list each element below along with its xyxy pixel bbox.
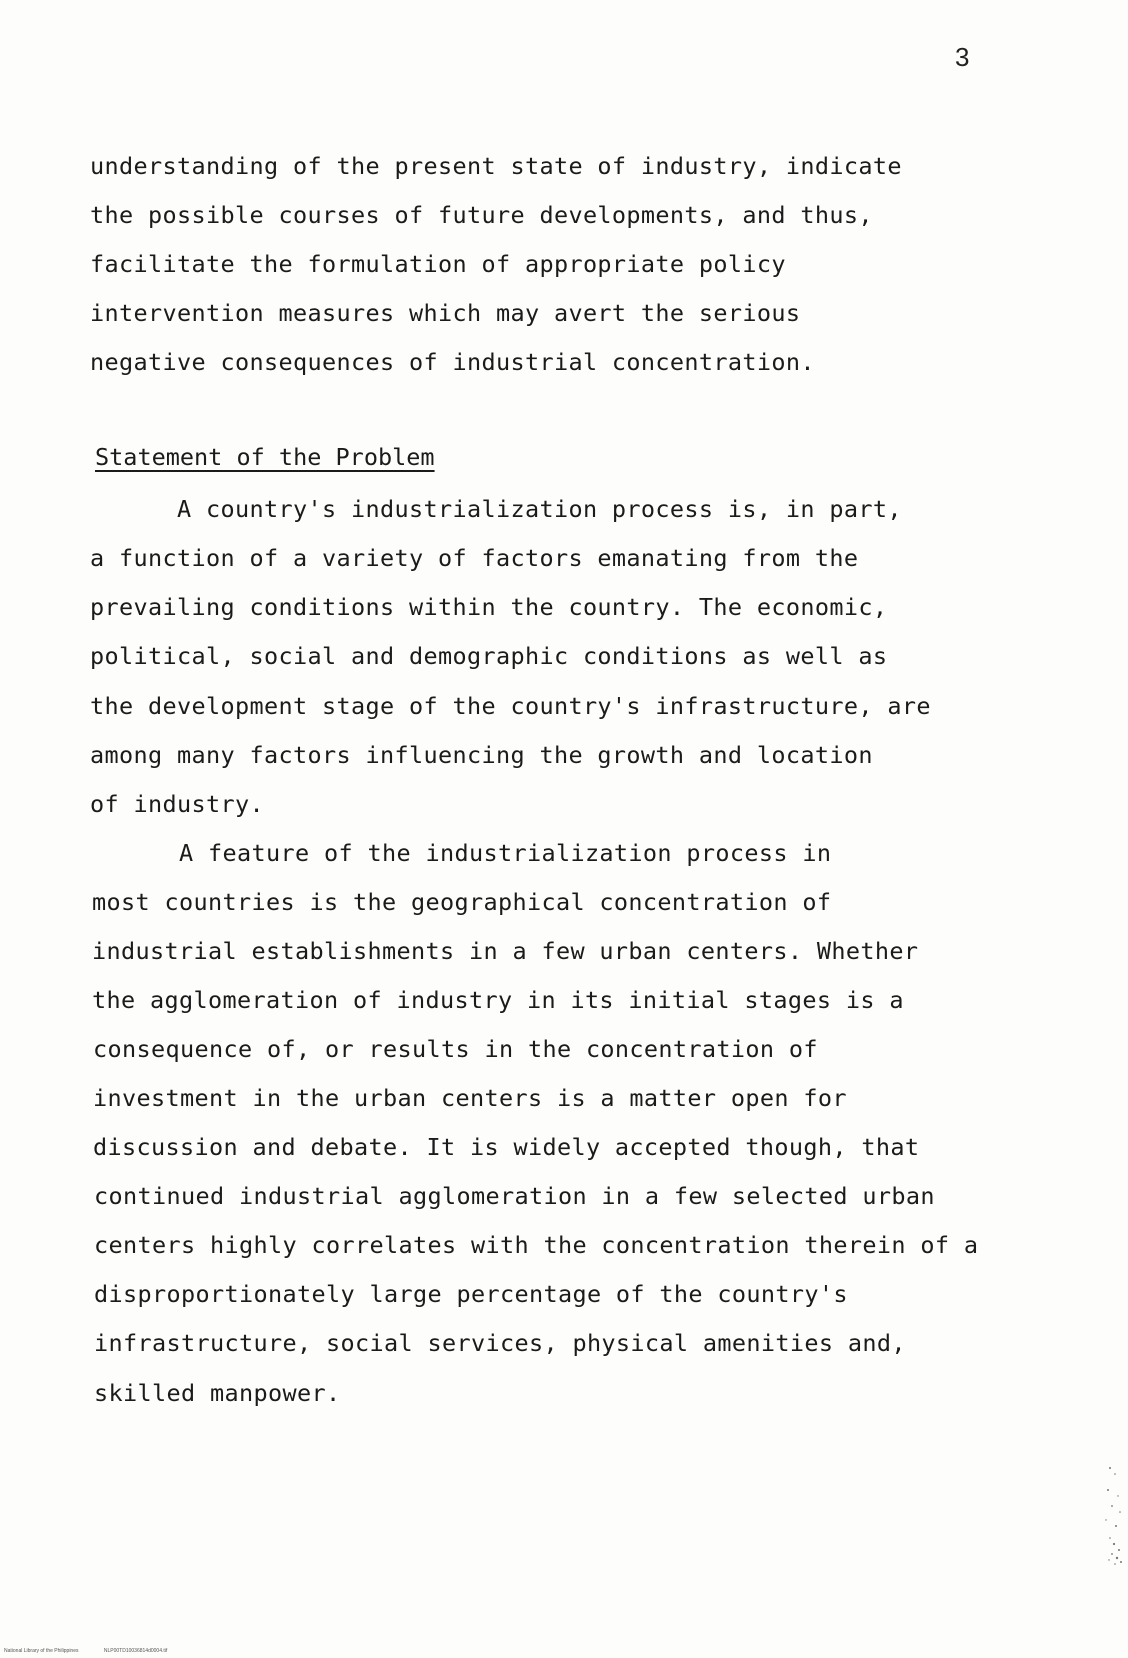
paragraph-line: of industry.: [90, 790, 264, 818]
paragraph-line: the development stage of the country's infrastructure, are: [90, 692, 931, 720]
paragraph-line: discussion and debate. It is widely accepted though, that: [93, 1133, 920, 1161]
paragraph-line: A country's industrialization process is, in part,: [90, 495, 902, 523]
paragraph-line: continued industrial agglomeration in a few selected urban: [94, 1182, 935, 1210]
paragraph-line: industrial establishments in a few urban centers. Whether: [92, 937, 919, 965]
paragraph-line: intervention measures which may avert the serious: [90, 299, 801, 327]
section-heading: Statement of the Problem: [95, 443, 435, 471]
footer-library: National Library of the Philippines: [4, 1648, 79, 1654]
paragraph-line: the agglomeration of industry in its initial stages is a: [92, 986, 904, 1014]
paragraph-line: facilitate the formulation of appropriate policy: [90, 250, 786, 278]
paragraph-line: consequence of, or results in the concentration of: [93, 1035, 818, 1063]
paragraph-line: disproportionately large percentage of the country's: [94, 1280, 848, 1308]
page-number: 3: [955, 42, 970, 72]
paragraph-line: prevailing conditions within the country. The economic,: [90, 593, 888, 621]
paragraph-line: a function of a variety of factors emanating from the: [90, 544, 859, 572]
paragraph-line: negative consequences of industrial concentration.: [90, 348, 815, 376]
paragraph-line: understanding of the present state of industry, indicate: [90, 152, 902, 180]
paragraph-line: among many factors influencing the growth and location: [90, 741, 873, 769]
paragraph-line: skilled manpower.: [94, 1379, 341, 1407]
paragraph-line: the possible courses of future developments, and thus,: [90, 201, 873, 229]
paragraph-line: centers highly correlates with the concentration therein of a: [94, 1231, 979, 1259]
paragraph-line: infrastructure, social services, physical amenities and,: [94, 1329, 906, 1357]
paragraph-line: most countries is the geographical concentration of: [92, 888, 832, 916]
scan-artifact-graphic: [1090, 1460, 1126, 1570]
paragraph-line: A feature of the industrialization process in: [92, 839, 832, 867]
paragraph-line: investment in the urban centers is a matter open for: [93, 1084, 847, 1112]
scan-footer: [4, 1648, 191, 1654]
paragraph-line: political, social and demographic conditions as well as: [90, 642, 888, 670]
footer-file-id: NLP00TD10036814d0004.tif: [103, 1648, 168, 1654]
